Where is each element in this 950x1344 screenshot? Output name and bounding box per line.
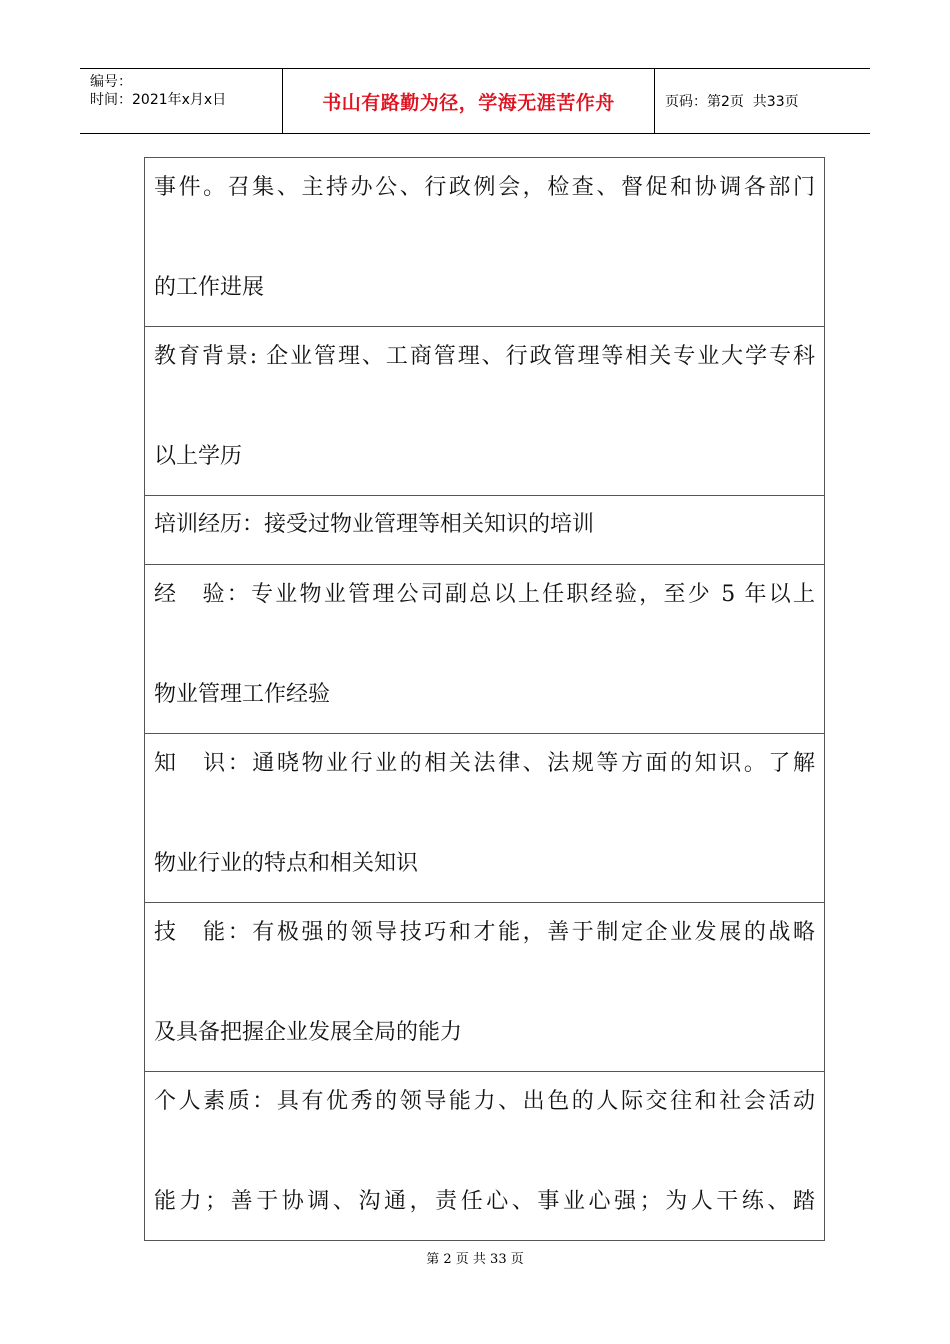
cell-line: 物业行业的特点和相关知识 — [154, 851, 419, 876]
cell-line: 物业管理工作经验 — [154, 682, 331, 707]
job-requirements-table — [144, 157, 825, 1241]
table-cell — [145, 565, 825, 734]
cell-line: 事件。召集、主持办公、行政例会，检查、督促和协调各部门 — [154, 175, 815, 200]
page-footer: 第 2 页 共 33 页 — [426, 1252, 524, 1267]
cell-line: 个人素质：具有优秀的领导能力、出色的人际交往和社会活动 — [154, 1089, 815, 1114]
table-cell — [145, 158, 825, 327]
cell-line: 经 验：专业物业管理公司副总以上任职经验，至少 5 年以上 — [154, 582, 815, 607]
table-cell — [145, 496, 825, 565]
table-row — [145, 496, 825, 565]
table-row — [145, 734, 825, 903]
header-divider — [654, 69, 655, 133]
table-cell — [145, 1072, 825, 1241]
table-cell — [145, 327, 825, 496]
table-row — [145, 903, 825, 1072]
document-time-label: 时间：2021年x月x日 — [90, 92, 227, 108]
table-cell — [145, 734, 825, 903]
cell-line: 能力；善于协调、沟通，责任心、事业心强；为人干练、踏 — [154, 1189, 815, 1214]
document-number-label: 编号： — [90, 74, 132, 90]
table-row — [145, 158, 825, 327]
header-page-info: 页码：第2页 共33页 — [665, 94, 799, 110]
header-motto: 书山有路勤为径，学海无涯苦作舟 — [322, 91, 615, 114]
table-cell — [145, 903, 825, 1072]
cell-line: 及具备把握企业发展全局的能力 — [154, 1020, 463, 1045]
cell-line: 培训经历：接受过物业管理等相关知识的培训 — [154, 512, 595, 537]
table-row — [145, 327, 825, 496]
cell-line: 知 识：通晓物业行业的相关法律、法规等方面的知识。了解 — [154, 751, 815, 776]
cell-line: 教育背景: 企业管理、工商管理、行政管理等相关专业大学专科 — [154, 344, 815, 369]
table-row — [145, 565, 825, 734]
page-header — [80, 68, 870, 134]
cell-line: 的工作进展 — [154, 275, 265, 300]
cell-line: 技 能：有极强的领导技巧和才能，善于制定企业发展的战略 — [154, 920, 815, 945]
table-row — [145, 1072, 825, 1241]
cell-line: 以上学历 — [154, 444, 243, 469]
header-meta — [90, 73, 280, 109]
